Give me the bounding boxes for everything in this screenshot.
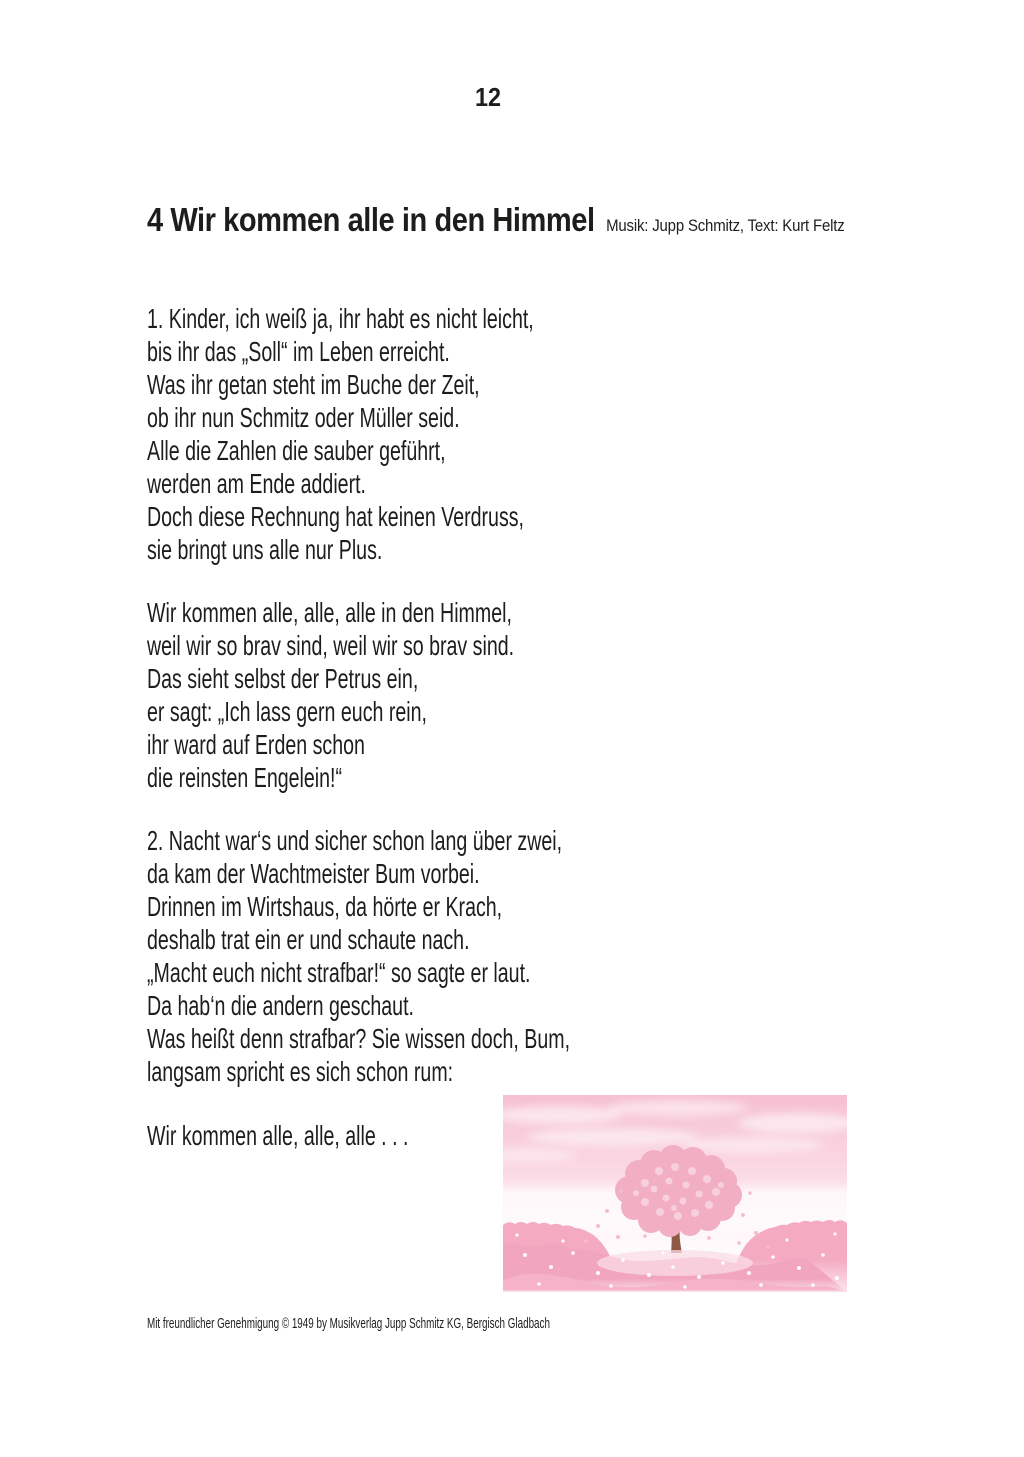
poem-line: „Macht euch nicht strafbar!“ so sagte er laut. — [147, 957, 531, 988]
refrain — [147, 596, 514, 794]
poem-line: Was heißt denn strafbar? Sie wissen doch, Bum, — [147, 1023, 571, 1054]
poem-line: Wir kommen alle, alle, alle in den Himmel, — [147, 597, 512, 628]
illustration-blossom-tree — [503, 1095, 847, 1292]
poem-line: er sagt: „Ich lass gern euch rein, — [147, 696, 427, 727]
song-header — [147, 201, 845, 239]
poem-line: weil wir so brav sind, weil wir so brav sind. — [147, 630, 515, 661]
poem-line: bis ihr das „Soll“ im Leben erreicht. — [147, 336, 450, 367]
poem-line: 2. Nacht war‘s und sicher schon lang über zwei, — [147, 825, 563, 856]
page-number: 12 — [474, 82, 502, 112]
ground-mist — [597, 1250, 753, 1276]
poem-line: Da hab‘n die andern geschaut. — [147, 990, 414, 1021]
song-title: 4 Wir kommen alle in den Himmel — [147, 201, 595, 238]
poem-line: Drinnen im Wirtshaus, da hörte er Krach, — [147, 891, 503, 922]
stanza-2 — [147, 824, 570, 1088]
poem-line: sie bringt uns alle nur Plus. — [147, 534, 383, 565]
poem-line: werden am Ende addiert. — [147, 468, 367, 499]
refrain-reprise — [147, 1119, 408, 1152]
poem-line: Wir kommen alle, alle, alle . . . — [147, 1120, 409, 1151]
poem-line: Alle die Zahlen die sauber geführt, — [147, 435, 446, 466]
poem-line: ob ihr nun Schmitz oder Müller seid. — [147, 402, 460, 433]
copyright-note: Mit freundlicher Genehmigung © 1949 by Musikverlag Jupp Schmitz KG, Bergisch Gladbach — [147, 1316, 550, 1332]
song-credits: Musik: Jupp Schmitz, Text: Kurt Feltz — [606, 216, 845, 235]
poem-line: da kam der Wachtmeister Bum vorbei. — [147, 858, 480, 889]
poem-line: langsam spricht es sich schon rum: — [147, 1056, 454, 1087]
poem-line: die reinsten Engelein!“ — [147, 762, 343, 793]
blossom-tree-graphic — [503, 1095, 847, 1292]
poem-line: Was ihr getan steht im Buche der Zeit, — [147, 369, 480, 400]
poem-line: ihr ward auf Erden schon — [147, 729, 365, 760]
poem-line: Doch diese Rechnung hat keinen Verdruss, — [147, 501, 524, 532]
poem-line: deshalb trat ein er und schaute nach. — [147, 924, 470, 955]
poem-line: 1. Kinder, ich weiß ja, ihr habt es nicht leicht, — [147, 303, 534, 334]
poem-line: Das sieht selbst der Petrus ein, — [147, 663, 419, 694]
stanza-1 — [147, 302, 534, 566]
